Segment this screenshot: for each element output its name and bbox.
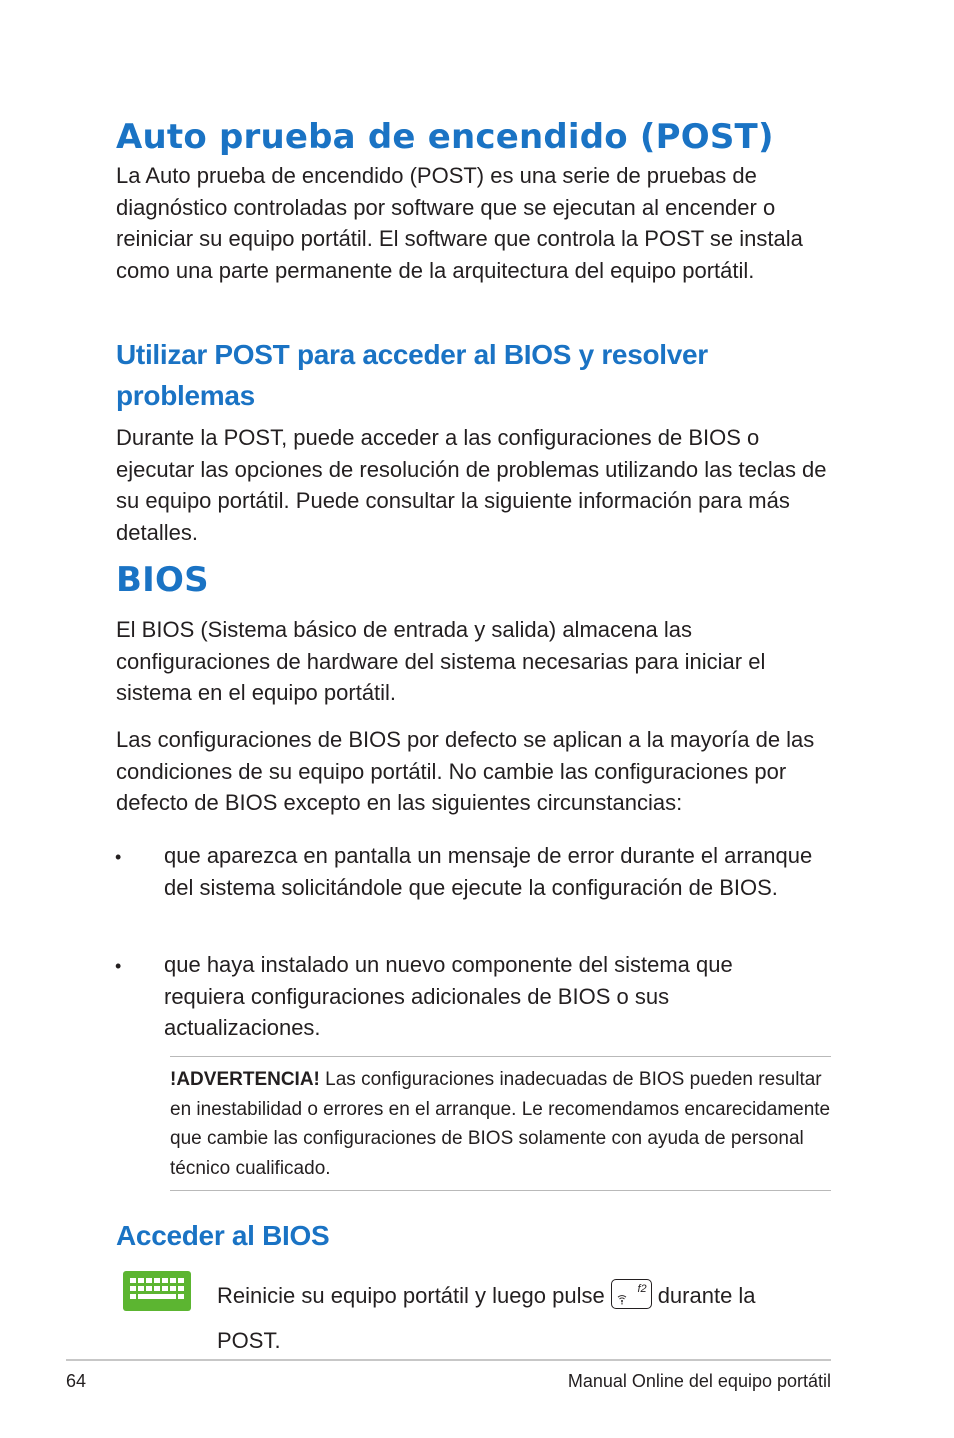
bullet-item-2: que haya instalado un nuevo componente del sistema que requiera configuraciones adicionales de BIOS o sus actualizaciones. xyxy=(164,952,733,1040)
footer-divider xyxy=(66,1359,831,1361)
page-number: 64 xyxy=(66,1371,87,1391)
warning-text xyxy=(170,1065,831,1183)
instruction-text-before: Reinicie su equipo portátil y luego pulse xyxy=(217,1283,605,1308)
bios-paragraph-1: El BIOS (Sistema básico de entrada y salida) almacena las configuraciones de hardware del sistema necesarias para iniciar el sistema en el equipo portátil. xyxy=(116,617,766,705)
bios-paragraph-2: Las configuraciones de BIOS por defecto se aplican a la mayoría de las condiciones de su equipo portátil. No cambie las configuraciones por defecto de BIOS excepto en las siguientes circunstancias: xyxy=(116,727,815,815)
bullet-marker: • xyxy=(115,847,122,867)
access-bios-heading: Acceder al BIOS xyxy=(116,1220,330,1251)
bios-heading: BIOS xyxy=(116,560,209,600)
warning-box xyxy=(170,1056,831,1191)
f2-key-label: f2 xyxy=(637,1283,647,1296)
warning-body: Las configuraciones inadecuadas de BIOS pueden resultar en inestabilidad o errores en el arranque. Le recomendamos encarecidamente que cambie las configuraciones de BIOS solamente con ayuda de personal técnico cualificado. xyxy=(170,1069,831,1179)
post-bios-heading: Utilizar POST para acceder al BIOS y resolver problemas xyxy=(116,339,708,411)
instruction-text-after: durante la POST. xyxy=(217,1283,756,1353)
warning-label: !ADVERTENCIA! xyxy=(170,1069,320,1090)
keyboard-keys-graphic xyxy=(123,1271,191,1311)
keyboard-icon xyxy=(123,1271,191,1311)
f2-key-icon xyxy=(611,1279,652,1309)
wireless-icon xyxy=(616,1293,628,1305)
post-bios-paragraph: Durante la POST, puede acceder a las configuraciones de BIOS o ejecutar las opciones de resolución de problemas utilizando las teclas de su equipo portátil. Puede consultar la siguiente información para más detalles. xyxy=(116,425,827,545)
page-title: Auto prueba de encendido (POST) xyxy=(116,117,774,157)
manual-title: Manual Online del equipo portátil xyxy=(567,1371,831,1391)
post-intro-paragraph: La Auto prueba de encendido (POST) es una serie de pruebas de diagnóstico controladas por software que se ejecutan al encender o reiniciar su equipo portátil. El software que controla la POST se instala como una parte permanente de la arquitectura del equipo portátil. xyxy=(116,163,803,283)
bullet-marker: • xyxy=(115,956,122,976)
bullet-item-1: que aparezca en pantalla un mensaje de error durante el arranque del sistema solicitándole que ejecute la configuración de BIOS. xyxy=(164,843,813,900)
access-bios-instruction xyxy=(217,1273,817,1363)
